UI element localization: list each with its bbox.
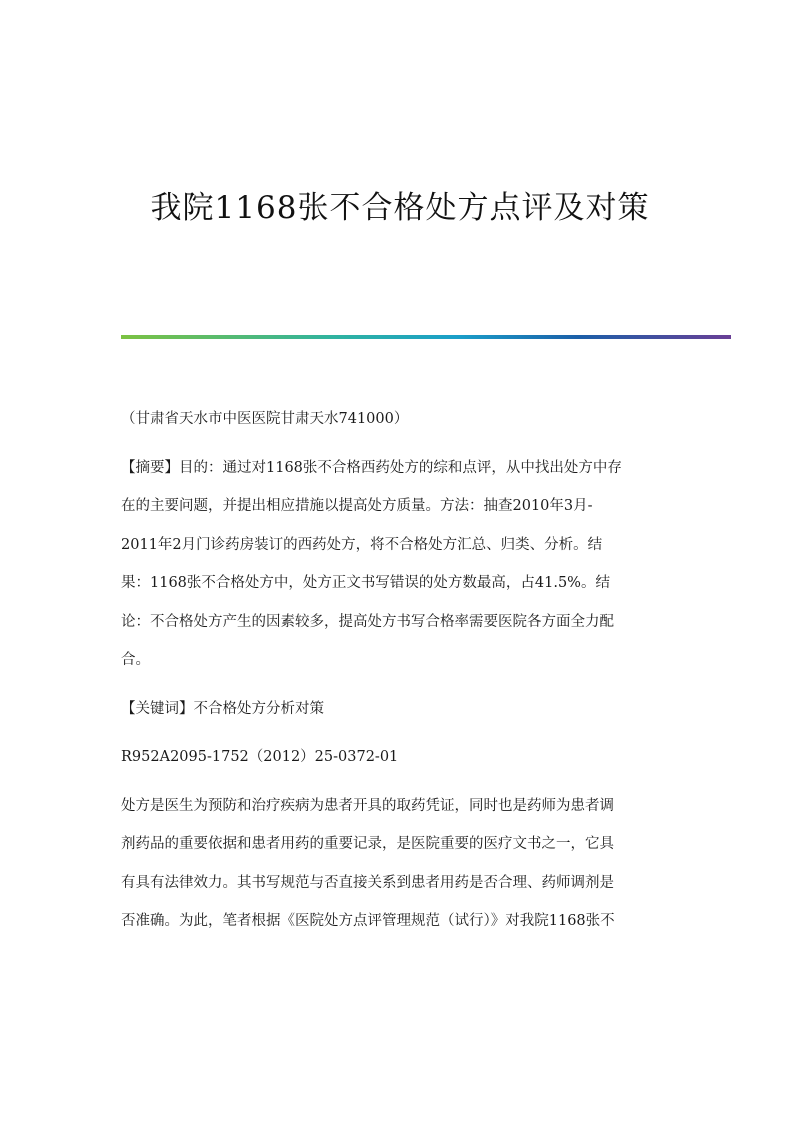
classification-number: R952A2095-1752（2012）25-0372-01 [121,749,399,765]
abstract [121,449,681,680]
keywords: 【关键词】不合格处方分析对策 [121,700,324,717]
abstract-line: 合。 [121,652,150,668]
intro-line: 否准确。为此，笔者根据《医院处方点评管理规范（试行）》对我院1168张不 [121,913,615,929]
abstract-line: 2011年2月门诊药房装订的西药处方，将不合格处方汇总、归类、分析。结 [121,536,603,553]
affiliation: （甘肃省天水市中医医院甘肃天水741000） [121,411,409,427]
document-body [121,400,681,951]
abstract-line: 在的主要问题，并提出相应措施以提高处方质量。方法：抽查2010年3月- [121,498,593,514]
intro-line: 剂药品的重要依据和患者用药的重要记录，是医院重要的医疗文书之一，它具 [121,836,614,852]
abstract-line: 果：1168张不合格处方中，处方正文书写错误的处方数最高，占41.5%。结 [121,575,610,591]
title-divider [121,335,731,339]
intro-line: 处方是医生为预防和治疗疾病为患者开具的取药凭证，同时也是药师为患者调 [121,797,614,814]
document-title: 我院1168张不合格处方点评及对策 [150,190,650,226]
introduction [121,787,681,941]
abstract-line: 论：不合格处方产生的因素较多，提高处方书写合格率需要医院各方面全力配 [121,613,614,630]
abstract-line: 【摘要】目的：通过对1168张不合格西药处方的综和点评，从中找出处方中存 [121,459,622,476]
intro-line: 有具有法律效力。其书写规范与否直接关系到患者用药是否合理、药师调剂是 [121,874,614,891]
